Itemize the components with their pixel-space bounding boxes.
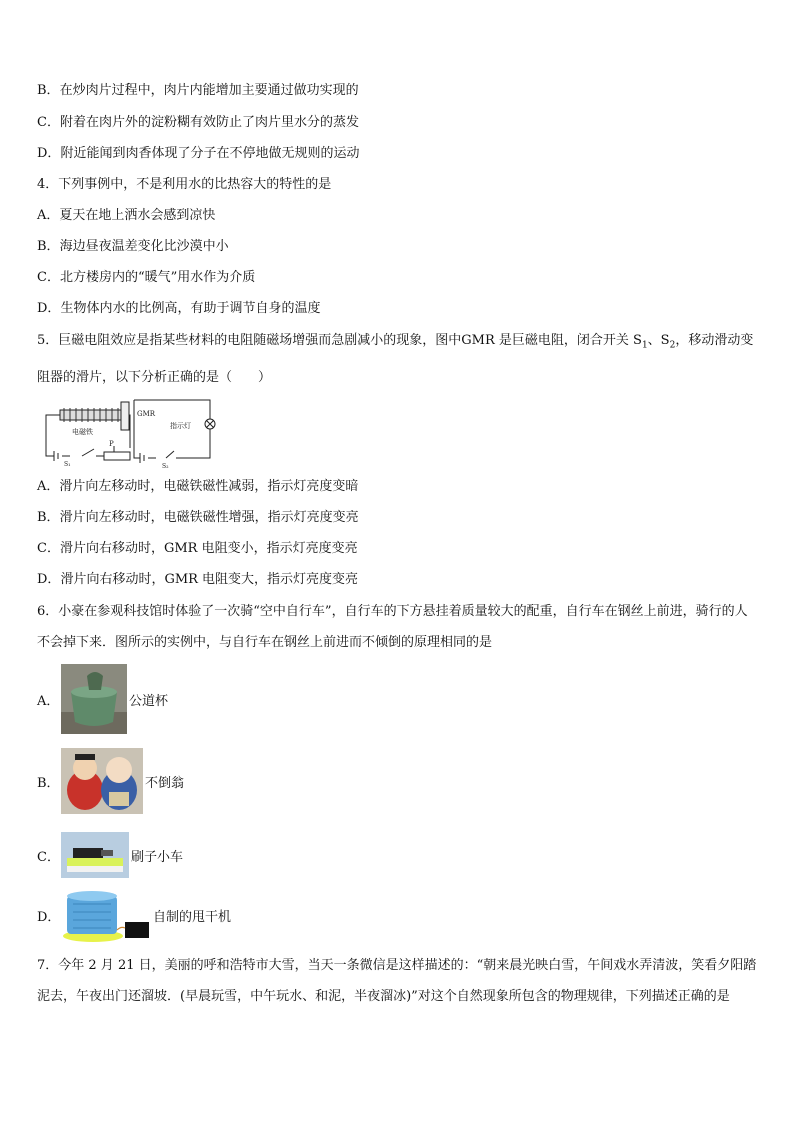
q6-option-a: A． 公道杯 [37, 664, 168, 734]
gmr-resistor [121, 402, 129, 430]
tumbler-doll-photo-icon [61, 748, 143, 814]
q5-option-d: D．滑片向右移动时，GMR 电阻变大，指示灯亮度变亮 [37, 572, 359, 587]
q4-option-c: C．北方楼房内的“暖气”用水作为介质 [37, 270, 256, 285]
q6-option-b: B． 不倒翁 [37, 748, 184, 814]
q4-option-a: A．夏天在地上洒水会感到凉快 [37, 208, 216, 223]
gmr-label: GMR [137, 410, 156, 418]
q5-stem: 5．巨磁电阻效应是指某些材料的电阻随磁场增强而急剧减小的现象，图中GMR 是巨磁电阻，闭合开关 $S_1$、$S_2$，移动滑动变阻器的滑片，以下分析正确的是（ ） [37, 333, 754, 385]
circuit-diagram [42, 398, 220, 470]
q3-option-c: C．附着在肉片外的淀粉糊有效防止了肉片里水分的蒸发 [37, 115, 359, 130]
q5-option-c: C．滑片向右移动时，GMR 电阻变小，指示灯亮度变亮 [37, 541, 358, 556]
q3-option-d: D．附近能闻到肉香体现了分子在不停地做无规则的运动 [37, 146, 360, 161]
q4-option-b: B．海边昼夜温差变化比沙漠中小 [37, 239, 229, 254]
q6-option-d: D． 自制的甩干机 [37, 886, 231, 944]
q4-stem: 4．下列事例中，不是利用水的比热容大的特性的是 [37, 177, 332, 192]
electromagnet-core [60, 410, 122, 420]
q5-option-a: A．滑片向左移动时，电磁铁磁性减弱，指示灯亮度变暗 [37, 479, 359, 494]
switch-s2-label: S₂ [162, 463, 169, 470]
q5-option-b: B．滑片向左移动时，电磁铁磁性增强，指示灯亮度变亮 [37, 510, 359, 525]
rheostat [104, 452, 130, 460]
brush-car-photo-icon [61, 832, 129, 878]
electromagnet-label: 电磁铁 [72, 428, 93, 436]
slider-p-label: P [109, 440, 114, 448]
q6-option-c: C． 刷子小车 [37, 832, 183, 878]
lamp-label: 指示灯 [170, 422, 191, 430]
switch-s1-label: S₁ [64, 461, 71, 468]
cup-photo-icon [61, 664, 127, 734]
q6-stem: 6．小豪在参观科技馆时体验了一次骑“空中自行车”，自行车的下方悬挂着质量较大的配重，自行车在钢丝上前进，骑行的人不会掉下来．图所示的实例中，与自行车在钢丝上前进而不倾倒的原理相同的是 [37, 604, 748, 650]
q3-option-b: B．在炒肉片过程中，肉片内能增加主要通过做功实现的 [37, 83, 359, 98]
q4-option-d: D．生物体内水的比例高，有助于调节自身的温度 [37, 301, 321, 316]
q7-stem: 7．今年 2 月 21 日，美丽的呼和浩特市大雪，当天一条微信是这样描述的：“朝来晨光映白雪，午间戏水弄清波，笑看夕阳踏泥去，午夜出门还溜坡．(早晨玩雪，中午玩水、和泥，半夜溜冰)”对这个自然现象所包含的物理规律，下列描述正确的是 [37, 958, 757, 1004]
spin-dryer-photo-icon [61, 886, 151, 944]
